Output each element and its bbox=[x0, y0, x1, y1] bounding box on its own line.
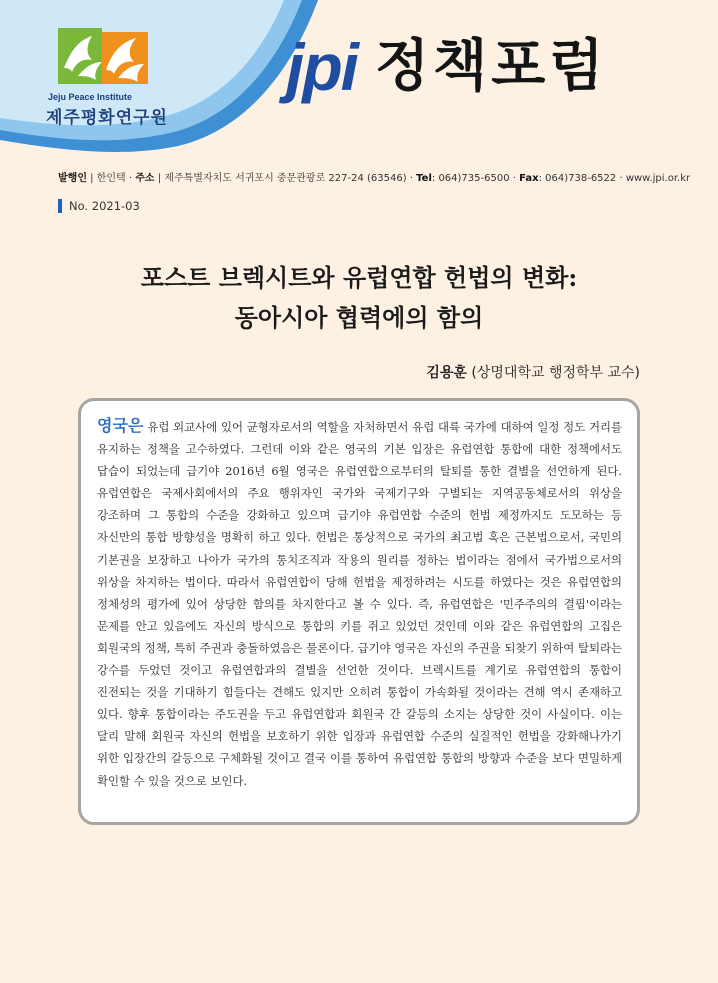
summary-paragraph bbox=[97, 415, 622, 792]
tel: 064)735-6500 bbox=[438, 173, 510, 184]
issue-number bbox=[58, 199, 140, 213]
title-line-1: 포스트 브렉시트와 유럽연합 헌법의 변화: bbox=[140, 263, 578, 292]
website-link[interactable]: www.jpi.or.kr bbox=[625, 173, 691, 184]
brand-title: 정책포럼 bbox=[375, 34, 608, 99]
publication-brand bbox=[286, 30, 608, 104]
title-line-2: 동아시아 협력에의 함의 bbox=[234, 303, 484, 332]
summary-body: 유럽 외교사에 있어 균형자로서의 역할을 자처하면서 유럽 대륙 국가에 대하여 일정 정도 거리를 유지하는 정책을 고수하였다. 그런데 이와 같은 영국의 기본 입장은 유럽연합 통합에 대한 정책에서도 답습이 되었는데 급기야 2016년 6월 영국은 유럽연합으로부터의 탈퇴를 통한 결별을 선언하게 된다. 유럽연합은 국제사회에서의 주요 행위자인 국가와 국제기구와 구별되는 지역공동체로서의 위상을 강조하며 그 통합의 수준을 강화하고 있으며 급기야 유럽연합 수준의 헌법 제정까지도 도모하는 등 자신만의 통합 방향성을 명확히 하고 있다. 헌법은 통상적으로 국가의 최고법 혹은 근본법으로서, 국민의 기본권을 보장하고 나아가 국가의 통치조직과 작용의 원리를 정하는 법이라는 점에서 국가법으로서의 위상을 차지하는 법이다. 따라서 유럽연합이 당해 헌법을 제정하려는 시도를 하였다는 것은 유럽연합의 정체성의 평가에 있어 상당한 함의를 차지한다고 볼 수 있다. 즉, 유럽연합은 '민주주의의 결핍'이라는 문제를 안고 있음에도 자신의 방식으로 통합의 키를 쥐고 있었던 것인데 이와 같은 유럽연합의 고집은 회원국의 정책, 특히 주권과 충돌하였음은 물론이다. 급기야 영국은 자신의 주권을 되찾기 위하여 탈퇴라는 강수를 두었던 것이고 유럽연합과의 결별을 선언한 것이다. 브렉시트를 계기로 유럽연합의 통합이 진전되는 것을 기대하기 힘들다는 견해도 있지만 오히려 통합이 가속화될 것이라는 견해 역시 존재하고 있다. 향후 통합이라는 주도권을 두고 유럽연합과 회원국 간 갈등의 소지는 상당한 것이 사실이다. 이는 달리 말해 회원국 자신의 헌법을 보호하기 위한 입장과 유럽연합 수준의 실질적인 헌법을 강화해나가기 위한 입장간의 갈등으로 구체화될 것이고 결국 이를 통하여 유럽연합 통합의 방향과 수준을 보다 면밀하게 확인할 수 있을 것으로 보인다. bbox=[97, 420, 622, 788]
summary-lead-word: 영국은 bbox=[97, 416, 144, 435]
publisher-name: 한인택 bbox=[96, 173, 126, 184]
dove-logo-icon bbox=[58, 28, 148, 88]
summary-box bbox=[78, 398, 640, 825]
author-affiliation: (상명대학교 행정학부 교수) bbox=[471, 365, 640, 381]
logo-english-name: Jeju Peace Institute bbox=[48, 92, 133, 102]
tel-label: Tel bbox=[416, 173, 432, 184]
author-byline bbox=[426, 362, 640, 382]
publisher-label: 발행인 bbox=[58, 173, 87, 184]
fax: 064)738-6522 bbox=[545, 173, 617, 184]
logo-korean-name: 제주평화연구원 bbox=[46, 108, 168, 128]
issue-marker-bar bbox=[58, 199, 62, 213]
fax-label: Fax bbox=[519, 173, 539, 184]
publisher-info: 발행인 | 한인택 · 주소 | 제주특별자치도 서귀포시 중문관광로 227-24 (63546) · Tel: 064)735-6500 · Fax: 064)738-6522 · www.jpi.or.kr bbox=[58, 173, 691, 184]
brand-jpi-wordmark: jpi bbox=[286, 30, 357, 104]
institute-logo bbox=[46, 28, 168, 128]
address-label: 주소 bbox=[135, 173, 155, 184]
address: 제주특별자치도 서귀포시 중문관광로 227-24 (63546) bbox=[164, 173, 407, 184]
author-name: 김용훈 bbox=[426, 365, 467, 381]
issue-number-text: No. 2021-03 bbox=[69, 199, 140, 213]
